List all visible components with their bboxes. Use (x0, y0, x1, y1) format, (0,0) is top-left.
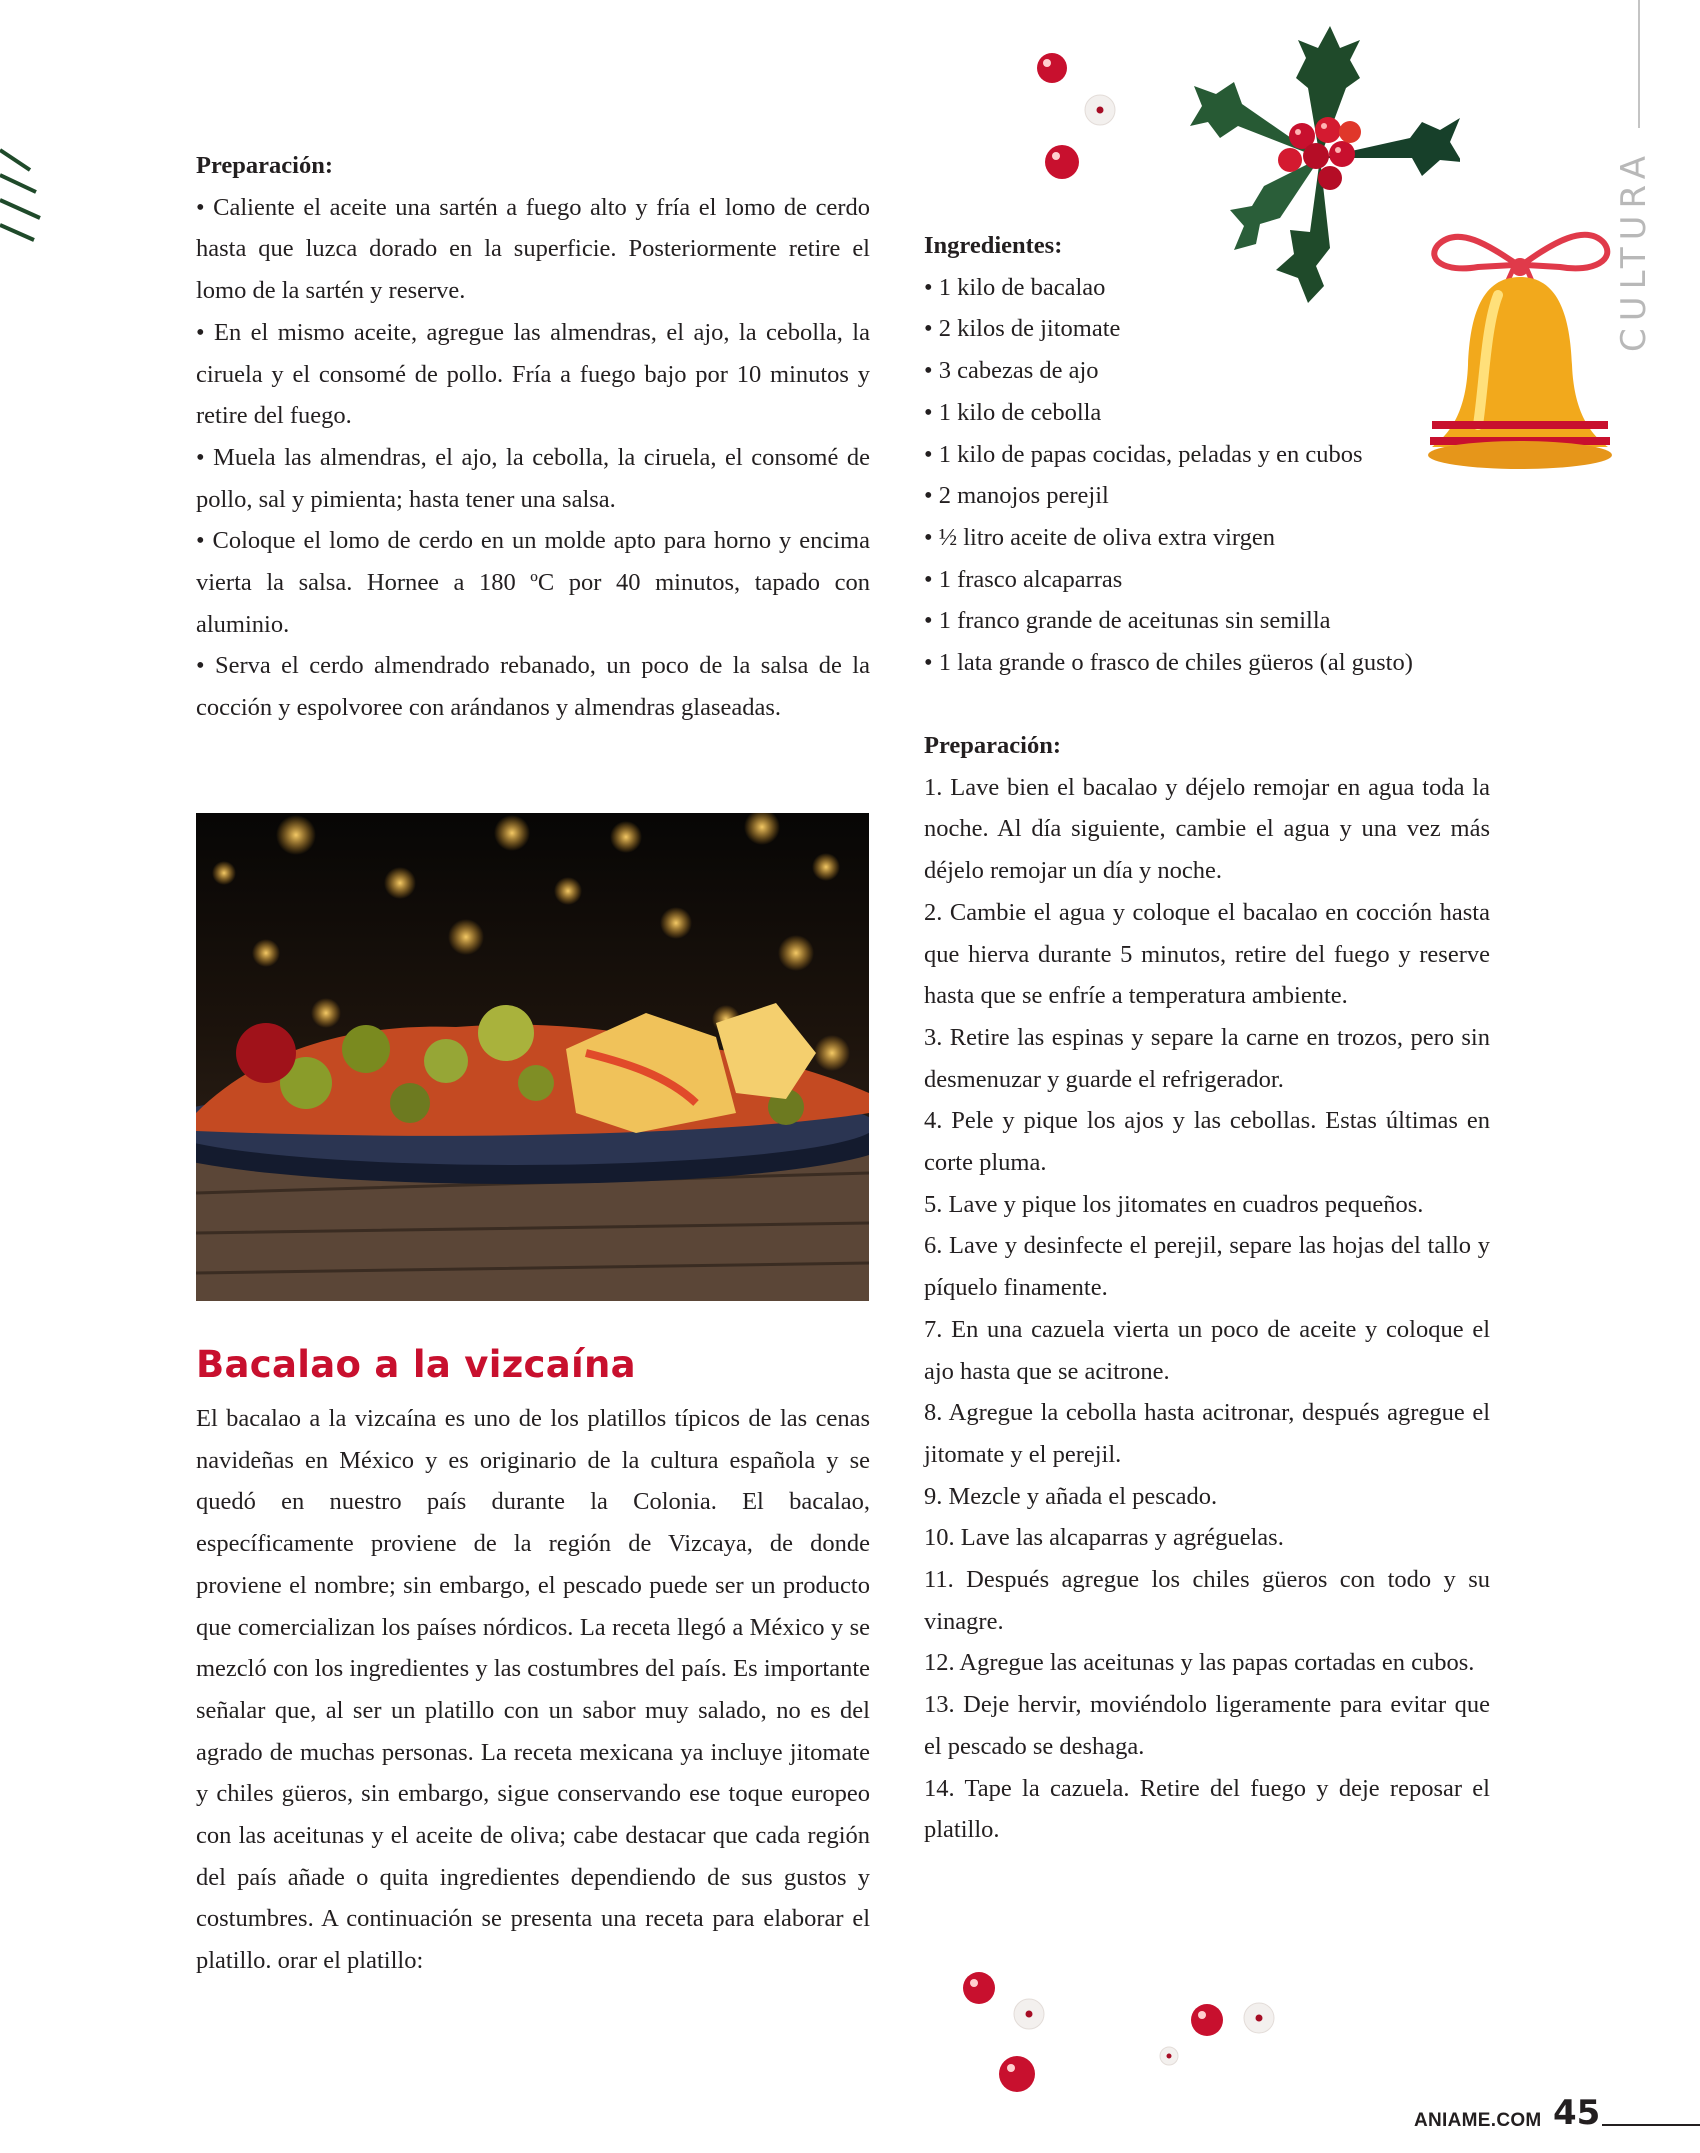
berries-top-icon (1020, 40, 1130, 190)
ingredient-item: • ½ litro aceite de oliva extra virgen (924, 523, 1275, 551)
pine-branch-decoration (0, 130, 42, 260)
preparation-step: 10. Lave las alcaparras y agréguelas. (924, 1524, 1284, 1552)
preparation-step: 1. Lave bien el bacalao y déjelo remojar en agua toda la noche. Al día siguiente, cambie el agua y una vez más déjelo remojar un día y noche. (924, 773, 1490, 885)
ingredient-item: • 2 kilos de jitomate (924, 315, 1121, 343)
ingredient-item: • 1 kilo de papas cocidas, peladas y en cubos (924, 440, 1363, 468)
right-column-preparation (924, 725, 1490, 1851)
berries-bottom-icon (955, 1960, 1305, 2110)
preparation-step: 13. Deje hervir, moviéndolo ligeramente para evitar que el pescado se deshaga. (924, 1691, 1490, 1760)
recipe-title: Bacalao a la vizcaína (196, 1343, 636, 1386)
preparation-step: 14. Tape la cazuela. Retire del fuego y deje reposar el platillo. (924, 1774, 1490, 1844)
footer-line (1602, 2124, 1700, 2126)
ingredient-item: • 1 kilo de bacalao (924, 273, 1106, 301)
preparation-step: 5. Lave y pique los jitomates en cuadros pequeños. (924, 1190, 1424, 1218)
preparation-step: 6. Lave y desinfecte el perejil, separe las hojas del tallo y píquelo finamente. (924, 1232, 1490, 1302)
ingredient-item: • 1 frasco alcaparras (924, 565, 1123, 593)
ingredient-item: • 2 manojos perejil (924, 482, 1109, 510)
preparation-step: 2. Cambie el agua y coloque el bacalao en cocción hasta que hierva durante 5 minutos, retire del fuego y reserve hasta que se enfríe a temperatura ambiente. (924, 898, 1490, 1010)
preparation-step: 9. Mezcle y añada el pescado. (924, 1482, 1218, 1510)
section-label: CULTURA (1614, 148, 1654, 352)
preparation-heading: Preparación: (196, 152, 333, 179)
bacalao-dish-photo (196, 813, 869, 1301)
preparation-step: • Serva el cerdo almendrado rebanado, un poco de la salsa de la cocción y espolvoree con arándanos y almendras glaseadas. (196, 652, 870, 722)
preparation-step: 4. Pele y pique los ajos y las cebollas. Estas últimas en corte pluma. (924, 1107, 1490, 1177)
side-divider-line (1638, 0, 1640, 128)
preparation-step: • Muela las almendras, el ajo, la cebolla, la ciruela, el consomé de pollo, sal y pimienta; hasta tener una salsa. (196, 443, 870, 513)
preparation-step: 3. Retire las espinas y separe la carne en trozos, pero sin desmenuzar y guarde el refrigerador. (924, 1023, 1490, 1093)
ingredient-item: • 1 kilo de cebolla (924, 398, 1102, 426)
preparation-step: • Caliente el aceite una sartén a fuego alto y fría el lomo de cerdo hasta que luzca dorado en la superficie. Posteriormente retire el lomo de la sartén y reserve. (196, 193, 870, 305)
left-column-intro (196, 1398, 870, 1982)
recipe-intro-paragraph: El bacalao a la vizcaína es uno de los platillos típicos de las cenas navideñas en México y es originario de la cultura española y se quedó en nuestro país durante la Colonia. El bacalao, específicamente proviene de la región de Vizcaya, de donde proviene el nombre; sin embargo, el pescado puede ser un producto que comercializan los países nórdicos. La receta llegó a México y se mezcló con los ingredientes y las costumbres del país. Es importante señalar que, al ser un platillo con un sabor muy salado, no es del agrado de muchas personas. La receta mexicana ya incluye jitomate y chiles güeros, sin embargo, sigue conservando ese toque europeo con las aceitunas y el aceite de oliva; cabe destacar que cada región del país añade o quita ingredientes dependiendo de sus gustos y costumbres. A continuación se presenta una receta para elaborar el platillo. orar el platillo: (196, 1405, 870, 1975)
preparation-step: • Coloque el lomo de cerdo en un molde apto para horno y encima vierta la salsa. Hornee a 180 ºC por 40 minutos, tapado con aluminio. (196, 527, 870, 638)
footer-website: ANIAME.COM (1414, 2110, 1542, 2131)
preparation-step: 11. Después agregue los chiles güeros con todo y su vinagre. (924, 1566, 1490, 1635)
right-column-ingredients (924, 225, 1490, 684)
ingredients-heading: Ingredientes: (924, 232, 1063, 259)
left-column-preparation (196, 145, 870, 729)
preparation-heading: Preparación: (924, 732, 1061, 759)
preparation-step: 12. Agregue las aceitunas y las papas cortadas en cubos. (924, 1649, 1475, 1677)
preparation-step: 7. En una cazuela vierta un poco de aceite y coloque el ajo hasta que se acitrone. (924, 1315, 1490, 1385)
ingredient-item: • 3 cabezas de ajo (924, 357, 1099, 385)
ingredient-item: • 1 lata grande o frasco de chiles güeros (al gusto) (924, 649, 1413, 677)
ingredient-item: • 1 franco grande de aceitunas sin semilla (924, 607, 1331, 635)
preparation-step: 8. Agregue la cebolla hasta acitronar, después agregue el jitomate y el perejil. (924, 1399, 1490, 1468)
page-number: 45 (1553, 2093, 1601, 2133)
preparation-step: • En el mismo aceite, agregue las almendras, el ajo, la cebolla, la ciruela y el consomé de pollo. Fría a fuego bajo por 10 minutos y retire del fuego. (196, 318, 870, 430)
